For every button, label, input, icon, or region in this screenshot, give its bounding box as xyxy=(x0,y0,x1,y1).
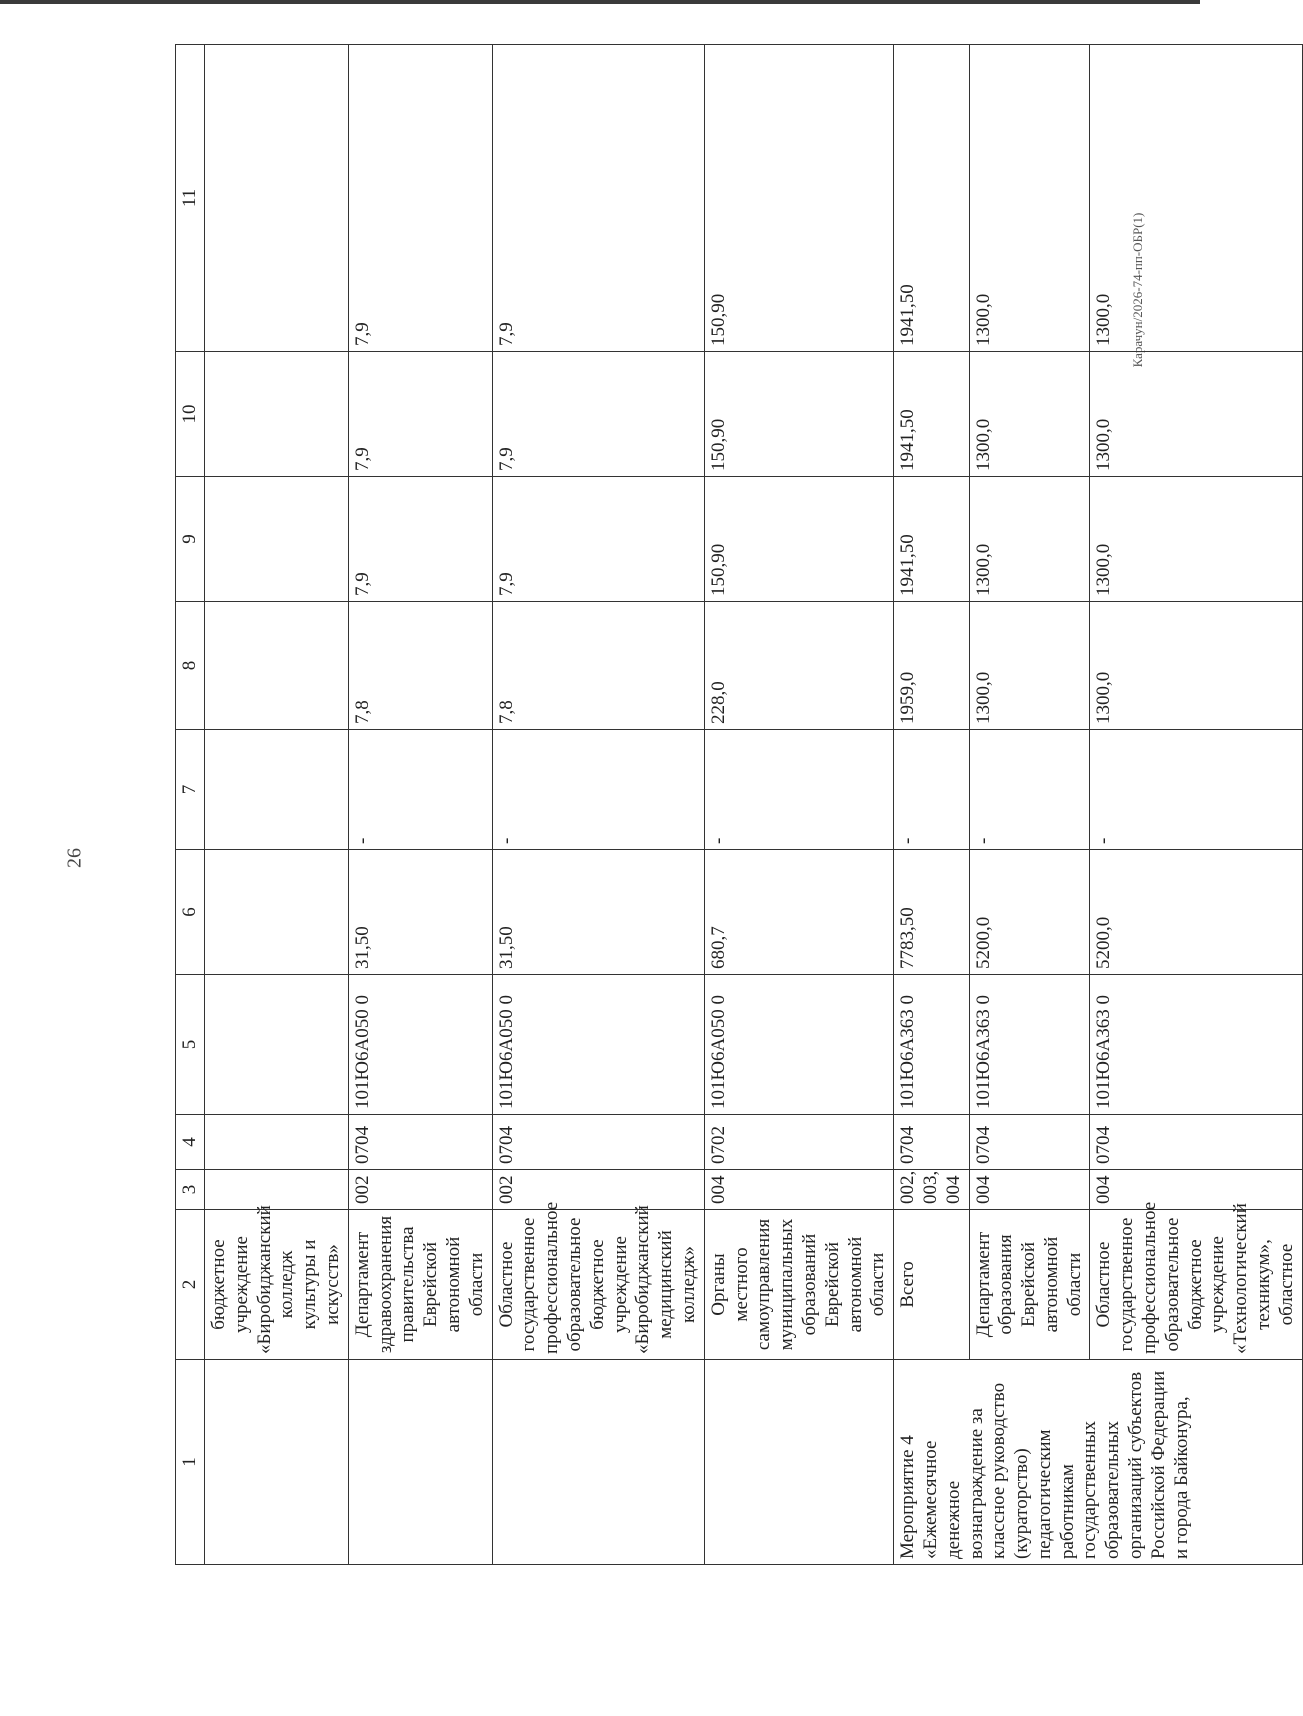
table-cell: 101Ю6А363 0 xyxy=(894,975,969,1115)
header-cell: 4 xyxy=(176,1115,205,1170)
table-cell: бюджетное учреждение «Биробиджанский колледж культуры и искусств» xyxy=(205,1210,349,1360)
table-cell: 0704 xyxy=(969,1115,1090,1170)
table-cell xyxy=(205,352,349,477)
table-cell: 0704 xyxy=(894,1115,969,1170)
table-cell: 7,9 xyxy=(348,45,492,352)
table-cell: 0704 xyxy=(1090,1115,1302,1170)
table-cell: Областное государственное профессиональное образовательное бюджетное учреждение «Биробиджанский медицинский колледж» xyxy=(492,1210,704,1360)
header-cell: 8 xyxy=(176,602,205,730)
header-cell: 9 xyxy=(176,477,205,602)
document-footer-code: Карачун/2026-74-пп-ОБР(1) xyxy=(1130,212,1145,368)
header-cell: 1 xyxy=(176,1360,205,1565)
table-cell xyxy=(205,1360,349,1565)
table-row xyxy=(894,45,969,1565)
table-cell: 1300,0 xyxy=(969,352,1090,477)
table-cell: 7783,50 xyxy=(894,850,969,975)
table-cell xyxy=(348,1360,492,1565)
table-cell: 1300,0 xyxy=(1090,352,1302,477)
table-cell: 1941,50 xyxy=(894,352,969,477)
table-cell: 7,9 xyxy=(348,352,492,477)
table-cell xyxy=(205,850,349,975)
table-cell: 101Ю6А050 0 xyxy=(704,975,893,1115)
table-cell xyxy=(205,1170,349,1210)
table-cell: 150,90 xyxy=(704,352,893,477)
table-cell: 1300,0 xyxy=(969,477,1090,602)
table-cell xyxy=(704,1360,893,1565)
page-number: 26 xyxy=(63,848,86,868)
table-cell: 31,50 xyxy=(348,850,492,975)
table-cell: 1941,50 xyxy=(894,477,969,602)
table-cell: 002 xyxy=(348,1170,492,1210)
table-cell: 0704 xyxy=(492,1115,704,1170)
table-cell xyxy=(205,730,349,850)
table-cell: 150,90 xyxy=(704,477,893,602)
table-cell: - xyxy=(894,730,969,850)
table-row xyxy=(348,45,492,1565)
table-cell: 150,90 xyxy=(704,45,893,352)
table-cell: - xyxy=(1090,730,1302,850)
table-cell: 7,8 xyxy=(492,602,704,730)
table-cell: 5200,0 xyxy=(1090,850,1302,975)
table-cell: 7,8 xyxy=(348,602,492,730)
table-cell: - xyxy=(704,730,893,850)
table-cell: - xyxy=(492,730,704,850)
table-cell: 004 xyxy=(969,1170,1090,1210)
table-cell xyxy=(492,1360,704,1565)
table-header-row xyxy=(176,45,205,1565)
table-cell: 004 xyxy=(704,1170,893,1210)
table-cell xyxy=(205,975,349,1115)
table-cell xyxy=(205,45,349,352)
table-cell: Органы местного самоуправления муниципальных образований Еврейской автономной области xyxy=(704,1210,893,1360)
table-cell: 7,9 xyxy=(492,45,704,352)
table-cell: Областное государственное профессиональное образовательное бюджетное учреждение «Технологический техникум», областное xyxy=(1090,1210,1302,1360)
header-cell: 7 xyxy=(176,730,205,850)
table-cell: 1300,0 xyxy=(969,602,1090,730)
table-cell: 1959,0 xyxy=(894,602,969,730)
table-cell: 004 xyxy=(1090,1170,1302,1210)
table-cell: 002 xyxy=(492,1170,704,1210)
table-cell: 1300,0 xyxy=(1090,477,1302,602)
header-cell: 11 xyxy=(176,45,205,352)
table-cell: 1941,50 xyxy=(894,45,969,352)
table-cell: 1300,0 xyxy=(969,45,1090,352)
table-cell: 5200,0 xyxy=(969,850,1090,975)
header-cell: 10 xyxy=(176,352,205,477)
table-cell: - xyxy=(969,730,1090,850)
table-cell: 7,9 xyxy=(492,352,704,477)
table-row xyxy=(969,45,1090,1565)
budget-table xyxy=(175,44,1303,1565)
table-row xyxy=(205,45,349,1565)
table-cell: 101Ю6А050 0 xyxy=(348,975,492,1115)
scan-top-edge xyxy=(0,0,1200,4)
table-row xyxy=(704,45,893,1565)
table-cell: Департамент образования Еврейской автономной области xyxy=(969,1210,1090,1360)
table-cell: 7,9 xyxy=(348,477,492,602)
header-cell: 3 xyxy=(176,1170,205,1210)
header-cell: 6 xyxy=(176,850,205,975)
table-cell: 228,0 xyxy=(704,602,893,730)
table-cell: 002, 003, 004 xyxy=(894,1170,969,1210)
table-cell: Мероприятие 4 «Ежемесячное денежное вознаграждение за классное руководство (кураторство) педагогическим работникам государственных образовательных организаций субъектов Российской Федерации и города Байконура, xyxy=(894,1360,1303,1565)
table-cell: 0702 xyxy=(704,1115,893,1170)
table-cell: 1300,0 xyxy=(1090,45,1302,352)
table-cell: 0704 xyxy=(348,1115,492,1170)
table-cell: 101Ю6А050 0 xyxy=(492,975,704,1115)
table-cell xyxy=(205,1115,349,1170)
table-cell: Департамент здравоохранения правительства Еврейской автономной области xyxy=(348,1210,492,1360)
table-cell xyxy=(205,602,349,730)
header-cell: 2 xyxy=(176,1210,205,1360)
table-cell: 1300,0 xyxy=(1090,602,1302,730)
table-cell xyxy=(205,477,349,602)
table-cell: 31,50 xyxy=(492,850,704,975)
table-row xyxy=(1090,45,1302,1565)
table-cell: 101Ю6А363 0 xyxy=(1090,975,1302,1115)
table-cell: Всего xyxy=(894,1210,969,1360)
table-cell: 7,9 xyxy=(492,477,704,602)
table-cell: 680,7 xyxy=(704,850,893,975)
header-cell: 5 xyxy=(176,975,205,1115)
table-cell: 101Ю6А363 0 xyxy=(969,975,1090,1115)
table-cell: - xyxy=(348,730,492,850)
table-row xyxy=(492,45,704,1565)
